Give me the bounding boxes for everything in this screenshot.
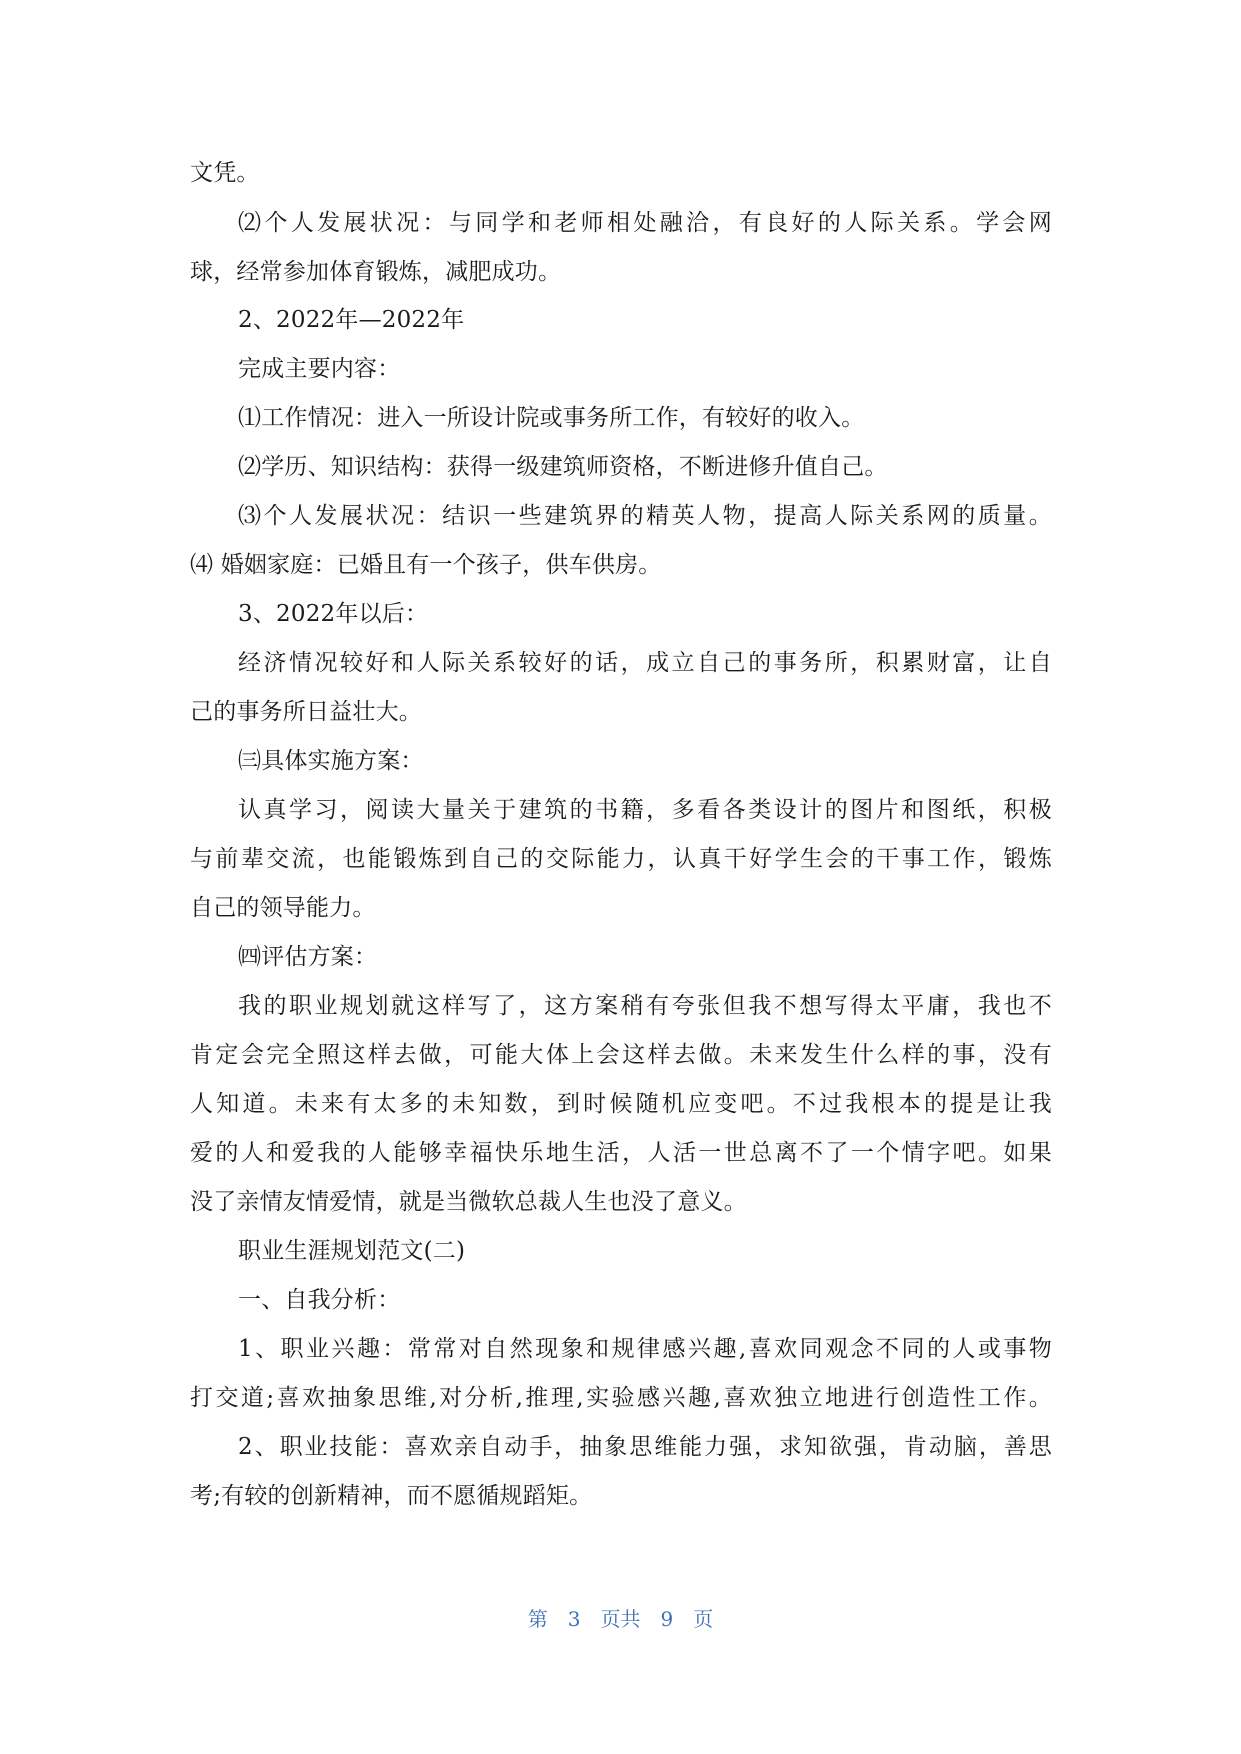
text-line: 1、职业兴趣：常常对自然现象和规律感兴趣,喜欢同观念不同的人或事物 <box>238 1336 1052 1362</box>
text-line: 爱的人和爱我的人能够幸福快乐地生活，人活一世总离不了一个情字吧。如果 <box>190 1140 1052 1166</box>
text-line: 2、职业技能：喜欢亲自动手，抽象思维能力强，求知欲强，肯动脑，善思 <box>238 1434 1052 1460</box>
text-line: 打交道;喜欢抽象思维,对分析,推理,实验感兴趣,喜欢独立地进行创造性工作。 <box>190 1385 1052 1411</box>
text-line: 文凭。 <box>190 160 260 186</box>
text-line: ⑴工作情况：进入一所设计院或事务所工作，有较好的收入。 <box>238 405 865 431</box>
text-line: 认真学习，阅读大量关于建筑的书籍，多看各类设计的图片和图纸，积极 <box>238 797 1052 823</box>
text-line: 球，经常参加体育锻炼，减肥成功。 <box>190 259 562 285</box>
page-footer <box>0 1603 1241 1632</box>
footer-current-page: 3 <box>567 1607 581 1631</box>
text-line: 我的职业规划就这样写了，这方案稍有夸张但我不想写得太平庸，我也不 <box>238 993 1052 1019</box>
text-line: 自己的领导能力。 <box>190 895 376 921</box>
text-line: 没了亲情友情爱情，就是当微软总裁人生也没了意义。 <box>190 1189 747 1215</box>
text-line: 经济情况较好和人际关系较好的话，成立自己的事务所，积累财富，让自 <box>238 650 1052 676</box>
text-line: ㈣评估方案： <box>238 944 378 970</box>
text-line: 己的事务所日益壮大。 <box>190 699 422 725</box>
text-line: ⑵学历、知识结构：获得一级建筑师资格，不断进修升值自己。 <box>238 454 888 480</box>
text-line: 考;有较的创新精神，而不愿循规蹈矩。 <box>190 1483 593 1509</box>
text-line: 人知道。未来有太多的未知数，到时候随机应变吧。不过我根本的提是让我 <box>190 1091 1052 1117</box>
text-line: 3、2022年以后： <box>238 601 429 627</box>
text-line: ㈢具体实施方案： <box>238 748 424 774</box>
text-line: ⑶个人发展状况：结识一些建筑界的精英人物，提高人际关系网的质量。 <box>238 503 1052 529</box>
footer-total-pages: 9 <box>660 1607 674 1631</box>
text-line: ⑵个人发展状况：与同学和老师相处融洽，有良好的人际关系。学会网 <box>238 210 1052 236</box>
text-line: 2、2022年—2022年 <box>238 307 465 333</box>
footer-suffix: 页 <box>693 1607 714 1631</box>
section-heading: 职业生涯规划范文(二) <box>238 1238 466 1264</box>
text-line: 一、自我分析： <box>238 1287 401 1313</box>
footer-middle: 页共 <box>600 1607 641 1631</box>
text-line: 完成主要内容： <box>238 356 401 382</box>
text-line: 与前辈交流，也能锻炼到自己的交际能力，认真干好学生会的干事工作，锻炼 <box>190 846 1052 872</box>
text-line: 肯定会完全照这样去做，可能大体上会这样去做。未来发生什么样的事，没有 <box>190 1042 1052 1068</box>
text-line: ⑷ 婚姻家庭：已婚且有一个孩子，供车供房。 <box>190 552 662 578</box>
footer-prefix: 第 <box>527 1607 548 1631</box>
